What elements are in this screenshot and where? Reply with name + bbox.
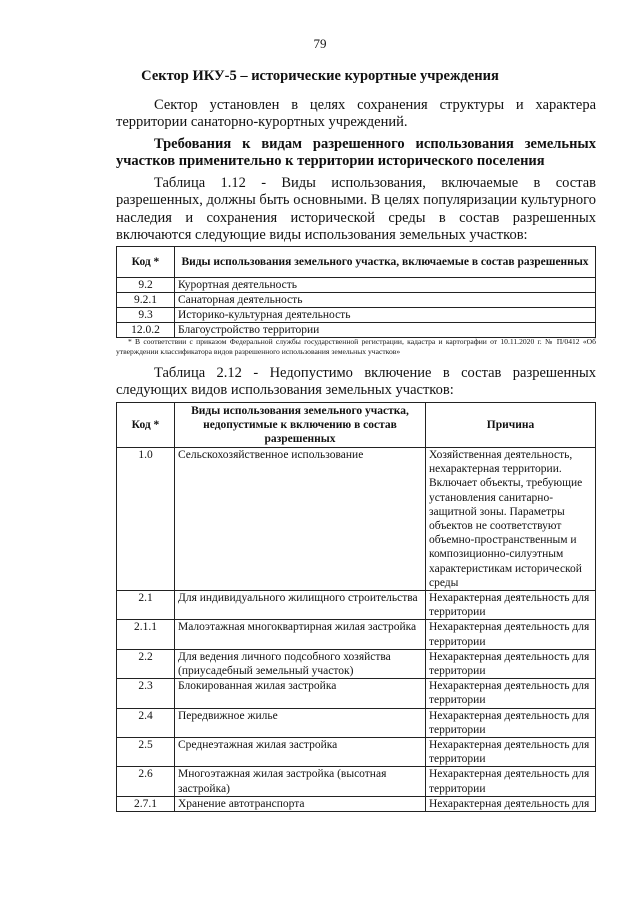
row-reason: Нехарактерная деятельность для территории bbox=[426, 649, 596, 678]
row-reason: Нехарактерная деятельность для bbox=[426, 796, 596, 811]
table-row bbox=[117, 278, 596, 293]
row-code: 9.3 bbox=[117, 308, 175, 323]
row-code: 2.7.1 bbox=[117, 796, 175, 811]
table1-header-use: Виды использования земельного участка, включаемые в состав разрешенных bbox=[175, 247, 596, 278]
row-use-name: Многоэтажная жилая застройка (высотная застройка) bbox=[175, 767, 426, 796]
prohibited-uses-table bbox=[116, 402, 596, 812]
row-code: 2.5 bbox=[117, 738, 175, 767]
row-reason: Нехарактерная деятельность для территории bbox=[426, 591, 596, 620]
table1-header-row bbox=[117, 247, 596, 278]
sector-title: Сектор ИКУ-5 – исторические курортные учреждения bbox=[141, 68, 499, 84]
table2-header-use: Виды использования земельного участка, недопустимые к включению в состав разрешенных bbox=[175, 403, 426, 448]
table-row bbox=[117, 796, 596, 811]
row-code: 9.2 bbox=[117, 278, 175, 293]
row-use-name: Курортная деятельность bbox=[175, 278, 596, 293]
row-reason: Хозяйственная деятельность, нехарактерная территории. Включает объекты, требующие установления санитарно-защитной зоны. Параметры объектов не соответствуют объемно-пространственным и композиционно-силуэтным характеристикам исторической среды bbox=[426, 448, 596, 591]
page-number: 79 bbox=[313, 36, 327, 51]
table-row bbox=[117, 649, 596, 678]
requirements-heading: Требования к видам разрешенного использования земельных участков применительно к территории исторического поселения bbox=[116, 136, 596, 170]
table-row bbox=[117, 323, 596, 338]
row-code: 2.1 bbox=[117, 591, 175, 620]
table2-header-reason: Причина bbox=[426, 403, 596, 448]
row-use-name: Для индивидуального жилищного строительства bbox=[175, 591, 426, 620]
table-row bbox=[117, 308, 596, 323]
row-code: 1.0 bbox=[117, 448, 175, 591]
row-code: 2.2 bbox=[117, 649, 175, 678]
table-row bbox=[117, 738, 596, 767]
row-use-name: Благоустройство территории bbox=[175, 323, 596, 338]
row-code: 12.0.2 bbox=[117, 323, 175, 338]
row-code: 2.3 bbox=[117, 679, 175, 708]
row-use-name: Сельскохозяйственное использование bbox=[175, 448, 426, 591]
row-reason: Нехарактерная деятельность для территории bbox=[426, 620, 596, 649]
allowed-uses-table bbox=[116, 246, 596, 338]
row-use-name: Малоэтажная многоквартирная жилая застройка bbox=[175, 620, 426, 649]
row-code: 2.6 bbox=[117, 767, 175, 796]
row-reason: Нехарактерная деятельность для территории bbox=[426, 767, 596, 796]
footnote: * В соответствии с приказом Федеральной службы государственной регистрации, кадастра и картографии от 10.11.2020 г. № П/0412 «Об утверждении классификатора видов разрешенного использования земельных участков» bbox=[116, 337, 596, 356]
row-use-name: Историко-культурная деятельность bbox=[175, 308, 596, 323]
table1-header-code: Код * bbox=[117, 247, 175, 278]
row-use-name: Санаторная деятельность bbox=[175, 293, 596, 308]
table-row bbox=[117, 767, 596, 796]
table1-body bbox=[117, 278, 596, 338]
table-row bbox=[117, 620, 596, 649]
row-use-name: Среднеэтажная жилая застройка bbox=[175, 738, 426, 767]
table2-header-code: Код * bbox=[117, 403, 175, 448]
row-use-name: Хранение автотранспорта bbox=[175, 796, 426, 811]
table-row bbox=[117, 293, 596, 308]
table2-caption: Таблица 2.12 - Недопустимо включение в состав разрешенных следующих видов использования земельных участков: bbox=[116, 365, 596, 399]
table2-header-row bbox=[117, 403, 596, 448]
intro-paragraph: Сектор установлен в целях сохранения структуры и характера территории санаторно-курортных учреждений. bbox=[116, 97, 596, 131]
table2-body bbox=[117, 448, 596, 812]
row-use-name: Передвижное жилье bbox=[175, 708, 426, 737]
table-row bbox=[117, 679, 596, 708]
row-reason: Нехарактерная деятельность для территории bbox=[426, 708, 596, 737]
row-use-name: Блокированная жилая застройка bbox=[175, 679, 426, 708]
row-code: 2.4 bbox=[117, 708, 175, 737]
row-use-name: Для ведения личного подсобного хозяйства (приусадебный земельный участок) bbox=[175, 649, 426, 678]
row-code: 9.2.1 bbox=[117, 293, 175, 308]
table-row bbox=[117, 591, 596, 620]
row-reason: Нехарактерная деятельность для территории bbox=[426, 679, 596, 708]
row-reason: Нехарактерная деятельность для территории bbox=[426, 738, 596, 767]
table-row bbox=[117, 708, 596, 737]
table1-caption: Таблица 1.12 - Виды использования, включаемые в состав разрешенных, должны быть основными. В целях популяризации культурного наследия и сохранения исторической среды в состав разрешенных включаются следующие виды использования земельных участков: bbox=[116, 175, 596, 244]
table-row bbox=[117, 448, 596, 591]
row-code: 2.1.1 bbox=[117, 620, 175, 649]
